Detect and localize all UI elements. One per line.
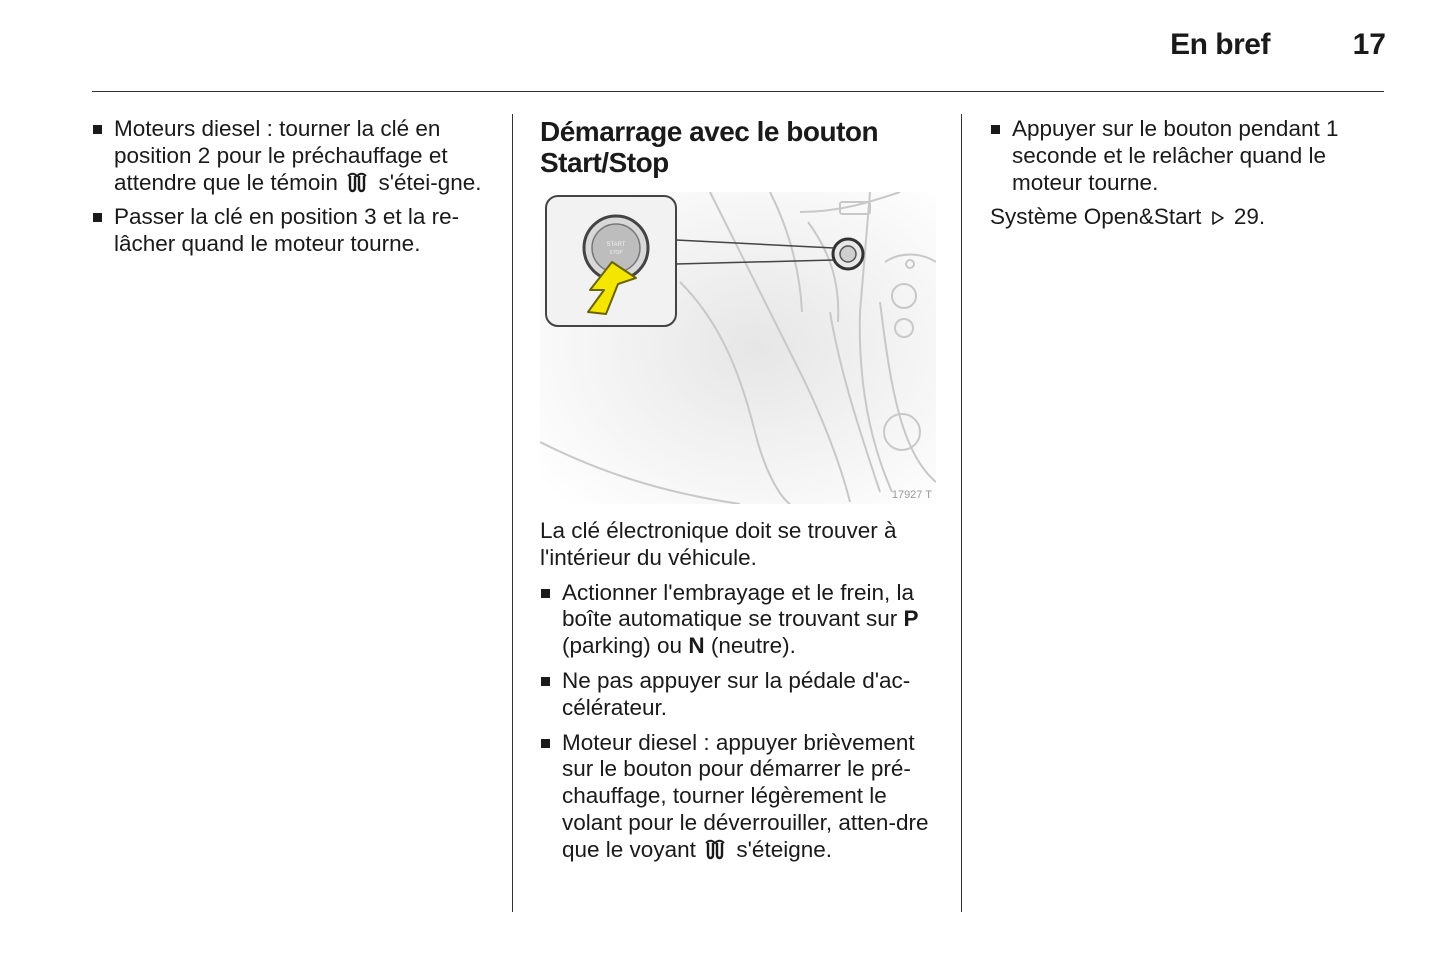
bullet-square-icon bbox=[541, 589, 550, 598]
bullet-square-icon bbox=[991, 125, 1000, 134]
bullet-square-icon bbox=[541, 739, 550, 748]
figure-code: 17927 T bbox=[891, 489, 932, 501]
list-item: Passer la clé en position 3 et la re-lâcher quand le moteur tourne. bbox=[92, 204, 492, 258]
cross-reference[interactable]: Système Open&Start 29. bbox=[990, 204, 1266, 230]
bullet-square-icon bbox=[93, 125, 102, 134]
bullet-square-icon bbox=[93, 213, 102, 222]
list-item: Ne pas appuyer sur la pédale d'ac-célérateur. bbox=[540, 668, 940, 722]
right-column bbox=[990, 116, 1382, 239]
gear-position-n: N bbox=[688, 633, 705, 659]
left-column bbox=[92, 116, 492, 266]
page-reference-icon bbox=[1210, 210, 1226, 226]
header-rule bbox=[92, 91, 1384, 92]
list-item: Actionner l'embrayage et le frein, la boîte automatique se trouvant sur P (parking) ou N (neutre). bbox=[540, 580, 940, 660]
page-number: 17 bbox=[1352, 28, 1386, 61]
button-label-stop: STOP bbox=[609, 250, 623, 256]
gear-position-p: P bbox=[903, 606, 919, 632]
glow-plug-icon bbox=[704, 839, 728, 861]
start-stop-figure bbox=[540, 192, 936, 504]
section-title: Démarrage avec le bouton Start/Stop bbox=[540, 116, 879, 178]
column-divider-left bbox=[512, 114, 513, 912]
list-item: Moteurs diesel : tourner la clé en position 2 pour le préchauffage et attendre que le témoin s'étei-gne. bbox=[92, 116, 492, 196]
glow-plug-icon bbox=[346, 172, 370, 194]
dashboard-illustration bbox=[540, 192, 936, 504]
list-item: Moteur diesel : appuyer brièvement sur le bouton pour démarrer le pré-chauffage, tourner légèrement le volant pour le déverrouiller, atten-dre que le voyant s'éteigne. bbox=[540, 730, 940, 864]
middle-column bbox=[540, 116, 940, 872]
intro-paragraph: La clé électronique doit se trouver à l'intérieur du véhicule. bbox=[540, 518, 897, 570]
button-label-start: START bbox=[606, 242, 626, 248]
list-item: Appuyer sur le bouton pendant 1 seconde et le relâcher quand le moteur tourne. bbox=[990, 116, 1382, 196]
bullet-square-icon bbox=[541, 677, 550, 686]
header-title: En bref bbox=[1170, 28, 1270, 61]
column-divider-right bbox=[961, 114, 962, 912]
